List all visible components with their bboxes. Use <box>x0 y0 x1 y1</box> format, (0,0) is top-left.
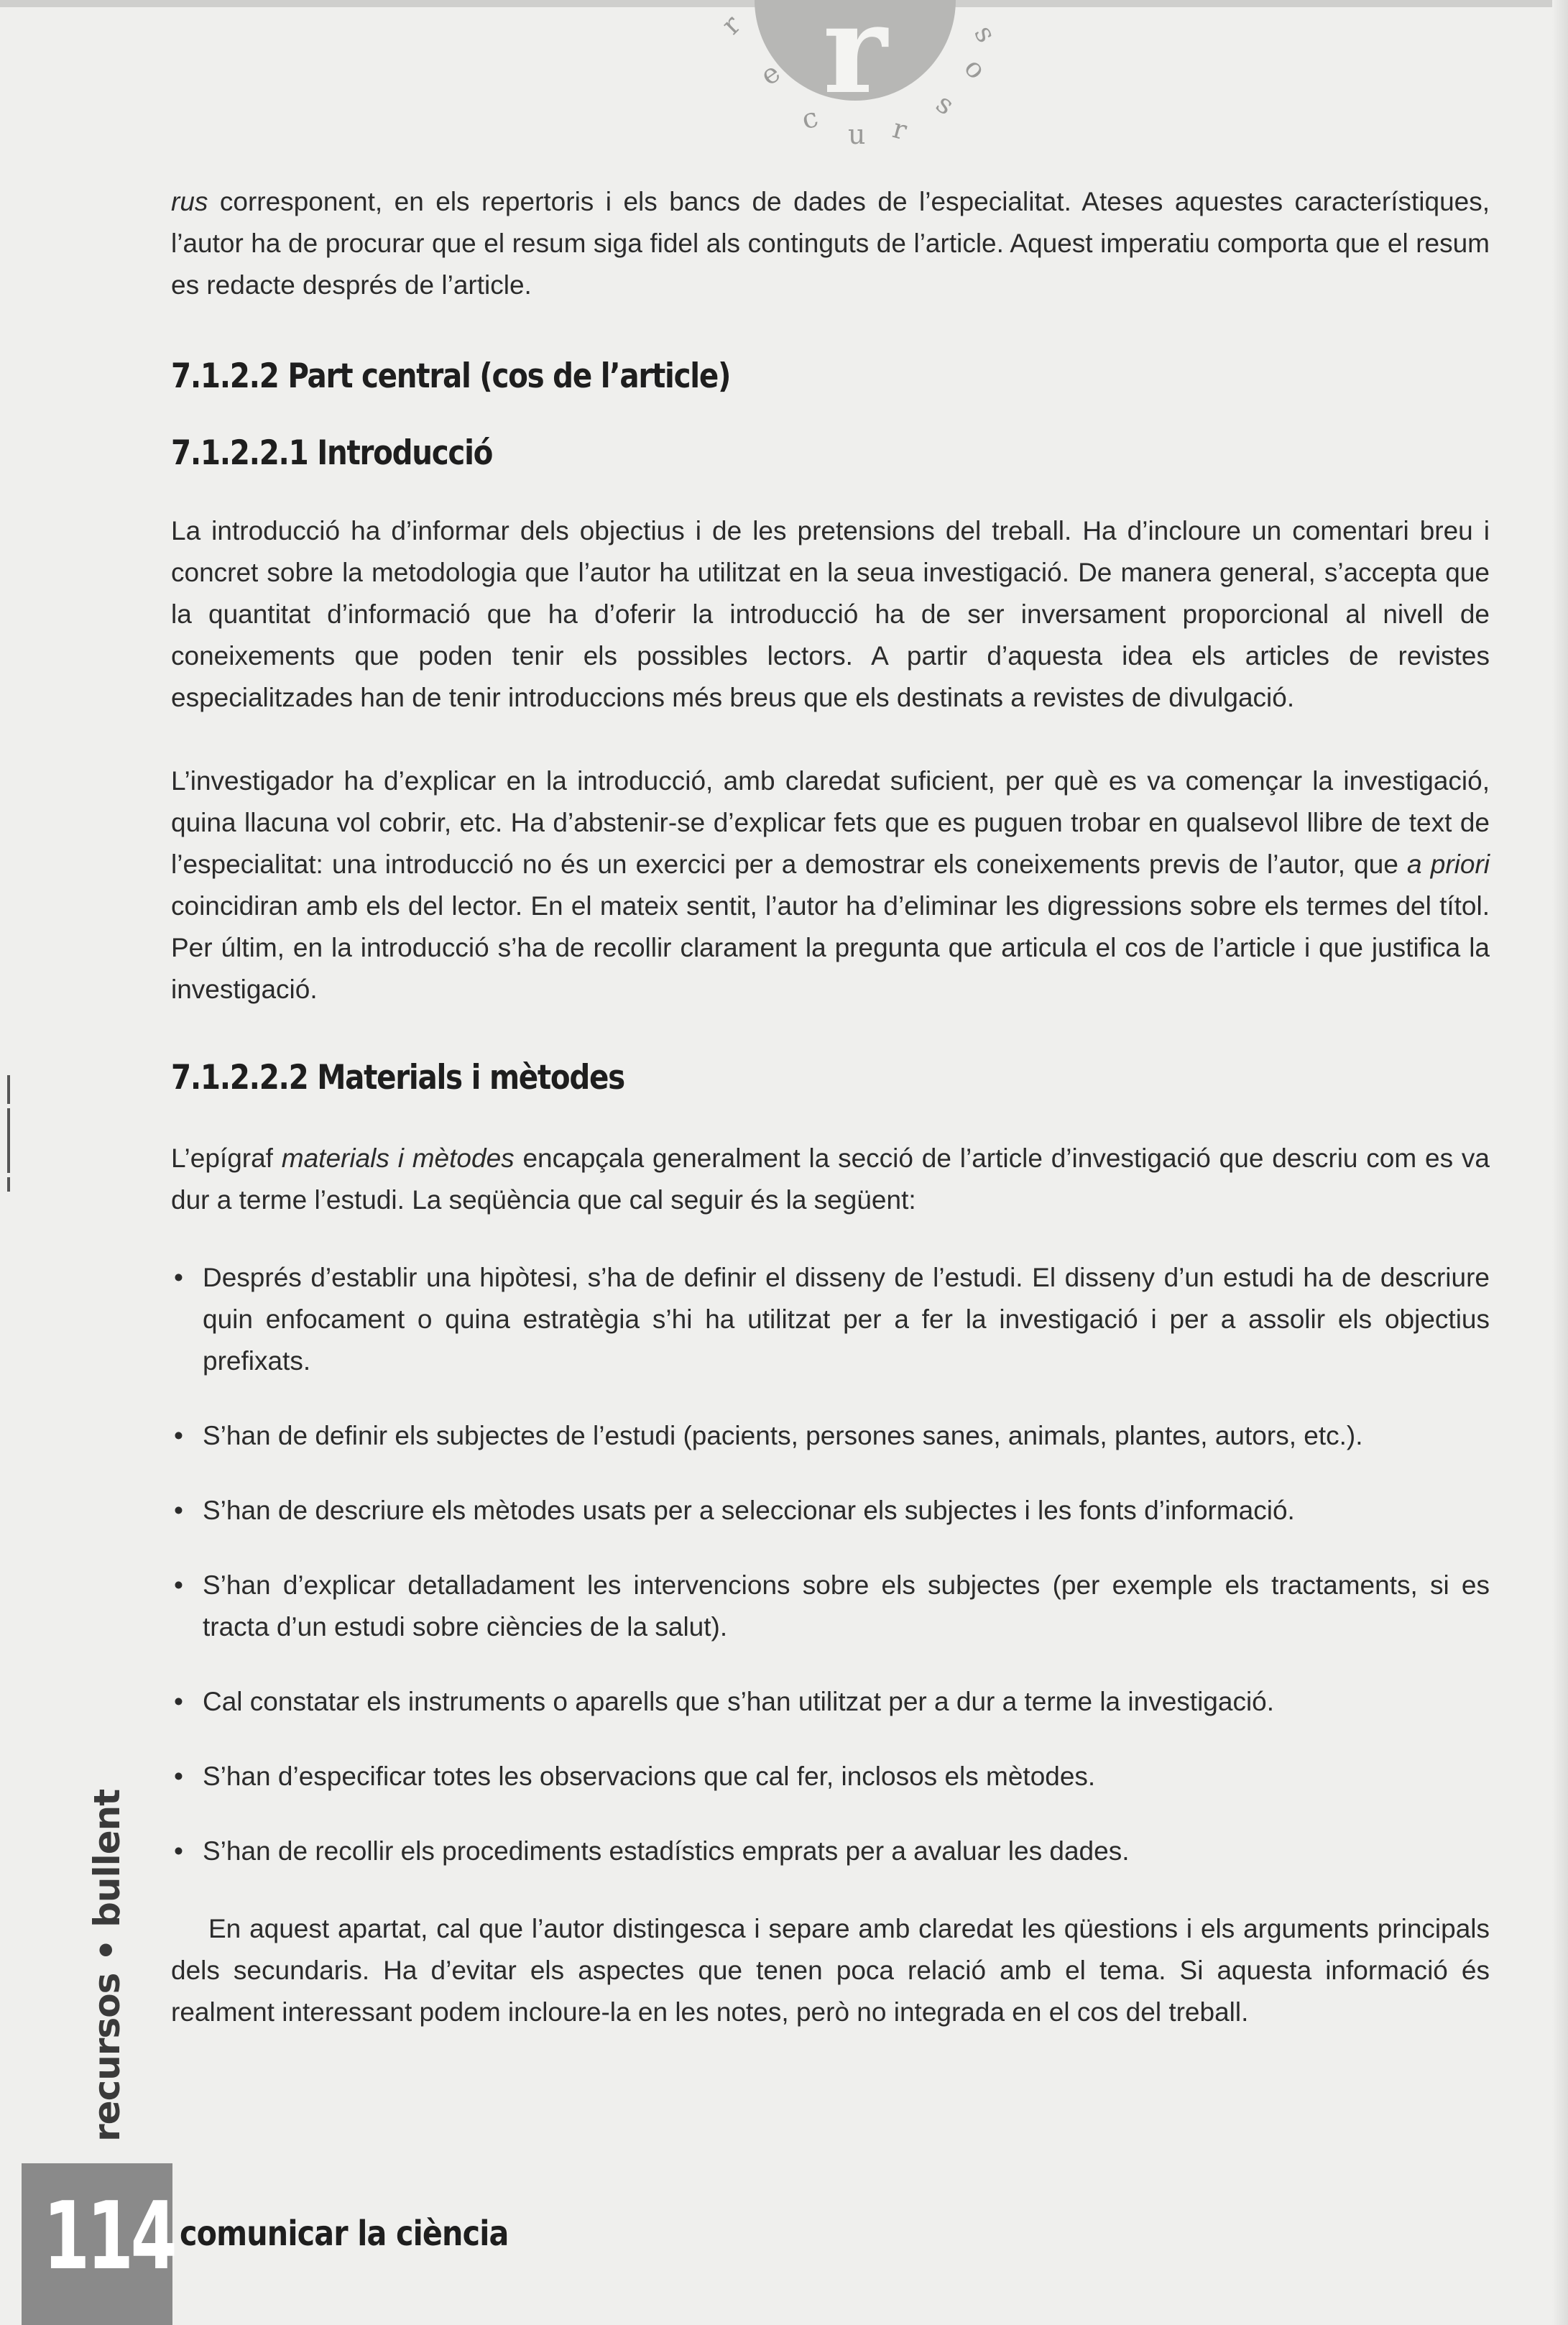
bullet-icon: • <box>174 1421 183 1450</box>
sidebar-brand: recursos • bullent <box>86 1789 128 2142</box>
list-item-text: Després d’establir una hipòtesi, s’ha de definir el disseny de l’estudi. El disseny d’un estudi ha de descriure quin enfocament o quina estratègia s’hi ha utilitzat per a fer la investigació i per a assolir els objectius prefixats. <box>203 1263 1490 1376</box>
list-item-text: S’han d’especificar totes les observacions que cal fer, inclosos els mètodes. <box>203 1762 1096 1791</box>
paragraph-materials-intro <box>171 1138 1490 1221</box>
list-item <box>171 1756 1490 1797</box>
italic-fragment: rus <box>171 187 208 216</box>
list-item-text: S’han de descriure els mètodes usats per a seleccionar els subjectes i les fonts d’informació. <box>203 1496 1295 1525</box>
bullet-icon: • <box>174 1570 183 1600</box>
paragraph-abstract-end <box>171 181 1490 306</box>
list-item-text: S’han de definir els subjectes de l’estudi (pacients, persones sanes, animals, plantes, autors, etc.). <box>203 1421 1363 1450</box>
bullet-icon: • <box>174 1687 183 1716</box>
logo-ring-letter: o <box>958 52 993 86</box>
italic-fragment: a priori <box>1407 850 1490 879</box>
paragraph-text: coincidiran amb els del lector. En el mateix sentit, l’autor ha d’eliminar les digressions sobre els termes del títol. Per últim, en la introducció s’ha de recollir clarament la pregunta que articula el cos de l’article i que justifica la investigació. <box>171 891 1490 1004</box>
list-item <box>171 1490 1490 1532</box>
logo-letter: r <box>823 0 887 121</box>
list-item <box>171 1565 1490 1648</box>
bullet-icon: • <box>174 1496 183 1525</box>
list-item <box>171 1681 1490 1723</box>
bullet-icon: • <box>174 1836 183 1866</box>
list-item <box>171 1831 1490 1872</box>
paragraph-introduccio-2 <box>171 760 1490 1010</box>
logo-ring-letter: r <box>889 112 910 147</box>
bullet-list <box>171 1257 1490 1872</box>
paragraph-introduccio-1: La introducció ha d’informar dels objectius i de les pretensions del treball. Ha d’incloure un comentari breu i concret sobre la metodologia que l’autor ha utilitzat en la seua investigació. De manera general, s’accepta que la quantitat d’informació que ha d’oferir la introducció ha de ser inversament proporcional al nivell de coneixements que poden tenir els possibles lectors. A partir d’aquesta idea els articles de revistes especialitzades han de tenir introduccions més breus que els destinats a revistes de divulgació. <box>171 516 1490 712</box>
list-item-text: S’han de recollir els procediments estadístics emprats per a avaluar les dades. <box>203 1836 1130 1866</box>
list-item <box>171 1257 1490 1382</box>
bullet-icon: • <box>174 1263 183 1292</box>
heading-part-central: 7.1.2.2 Part central (cos de l’article) <box>171 356 731 396</box>
list-item-text: Cal constatar els instruments o aparells que s’han utilitzat per a dur a terme la investigació. <box>203 1687 1275 1716</box>
list-item-text: S’han d’explicar detalladament les intervencions sobre els subjectes (per exemple els tractaments, si es tracta d’un estudi sobre ciències de la salut). <box>203 1570 1490 1642</box>
recursos-logo <box>668 0 1042 172</box>
logo-ring-letter: c <box>798 101 821 136</box>
page-number: 114 <box>43 2181 175 2291</box>
logo-ring-letter: r <box>715 9 747 41</box>
list-item <box>171 1415 1490 1457</box>
margin-marks <box>7 1071 16 1258</box>
book-title: comunicar la ciència <box>180 2214 509 2254</box>
logo-ring-letter: s <box>968 19 1003 48</box>
logo-ring-letter: u <box>848 119 866 150</box>
paragraph-text: encapçala generalment la secció de l’article d’investigació que descriu com es va dur a terme l’estudi. La seqüència que cal seguir és la següent: <box>171 1143 1490 1215</box>
heading-introduccio: 7.1.2.2.1 Introducció <box>171 433 493 473</box>
recursos-logo-graphic <box>668 0 1042 172</box>
logo-ring-letter: s <box>930 87 961 121</box>
bullet-icon: • <box>174 1762 183 1791</box>
heading-materials-metodes: 7.1.2.2.2 Materials i mètodes <box>171 1058 624 1097</box>
paragraph-materials-closing: En aquest apartat, cal que l’autor distingesca i separe amb claredat les qüestions i els arguments principals dels secundaris. Ha d’evitar els aspectes que tenen poca relació amb el tema. Si aquesta informació és realment interessant podem incloure-la en les notes, però no integrada en el cos del treball. <box>171 1914 1490 2027</box>
paragraph-text: corresponent, en els repertoris i els bancs de dades de l’especialitat. Ateses aquestes característiques, l’autor ha de procurar que el resum siga fidel als continguts de l’article. Aquest imperatiu comporta que el resum es redacte després de l’article. <box>171 187 1490 300</box>
paragraph-text: L’investigador ha d’explicar en la introducció, amb claredat suficient, per què es va començar la investigació, quina llacuna vol cobrir, etc. Ha d’abstenir-se d’explicar fets que es puguen trobar en qualsevol llibre de text de l’especialitat: una introducció no és un exercici per a demostrar els coneixements previs de l’autor, que <box>171 766 1490 879</box>
italic-fragment: materials i mètodes <box>281 1143 515 1173</box>
paragraph-text: L’epígraf <box>171 1143 282 1173</box>
page-content <box>171 181 1490 2033</box>
scan-right-edge <box>1552 0 1568 2325</box>
logo-ring-letter: e <box>754 56 786 92</box>
